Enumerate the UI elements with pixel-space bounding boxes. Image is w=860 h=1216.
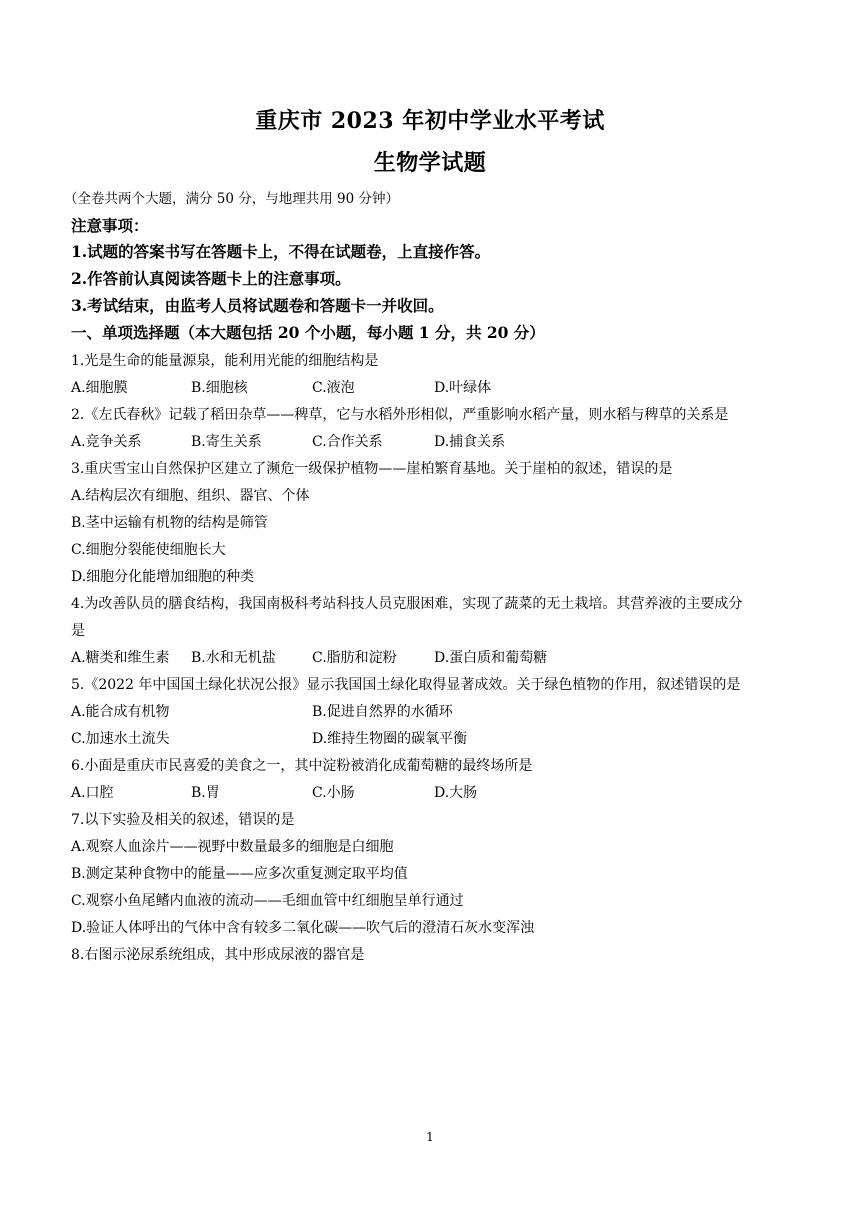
question-stem: 7.以下实验及相关的叙述，错误的是 bbox=[71, 812, 295, 828]
question-option: C.细胞分裂能使细胞长大 bbox=[71, 542, 226, 558]
exam-subtitle: 生物学试题 bbox=[373, 150, 487, 176]
question-stem: 3.重庆雪宝山自然保护区建立了濒危一级保护植物——崖柏繁育基地。关于崖柏的叙述，错误的是 bbox=[71, 461, 673, 477]
question-option: B.胃 bbox=[191, 785, 220, 801]
question-option: A.细胞膜 bbox=[71, 380, 128, 396]
notice-item: 2.作答前认真阅读答题卡上的注意事项。 bbox=[71, 269, 351, 288]
exam-note: （全卷共两个大题，满分 50 分，与地理共用 90 分钟） bbox=[64, 191, 400, 207]
question-option: D.维持生物圈的碳氧平衡 bbox=[312, 731, 468, 747]
notice-item: 1.试题的答案书写在答题卡上，不得在试题卷，上直接作答。 bbox=[71, 242, 491, 261]
question-option: D.大肠 bbox=[434, 785, 478, 801]
page-number: 1 bbox=[426, 1130, 434, 1144]
question-option: B.细胞核 bbox=[191, 380, 248, 396]
question-stem: 1.光是生命的能量源泉，能利用光能的细胞结构是 bbox=[71, 353, 379, 369]
question-option: C.观察小鱼尾鳍内血液的流动——毛细血管中红细胞呈单行通过 bbox=[71, 893, 464, 909]
question-option: B.寄生关系 bbox=[191, 434, 262, 450]
notices-heading: 注意事项： bbox=[71, 216, 149, 235]
question-option: B.水和无机盐 bbox=[191, 650, 276, 666]
question-option: A.糖类和维生素 bbox=[71, 650, 170, 666]
question-stem: 5.《2022 年中国国土绿化状况公报》显示我国国土绿化取得显著成效。关于绿色植物的作用，叙述错误的是 bbox=[71, 677, 741, 693]
question-option: D.验证人体呼出的气体中含有较多二氧化碳——吹气后的澄清石灰水变浑浊 bbox=[71, 920, 535, 936]
question-option: D.细胞分化能增加细胞的种类 bbox=[71, 569, 255, 585]
question-stem: 6.小面是重庆市民喜爱的美食之一，其中淀粉被消化成葡萄糖的最终场所是 bbox=[71, 758, 533, 774]
question-option: B.茎中运输有机物的结构是筛管 bbox=[71, 515, 268, 531]
question-option: A.口腔 bbox=[71, 785, 114, 801]
question-option: C.脂肪和淀粉 bbox=[312, 650, 397, 666]
question-option: C.小肠 bbox=[312, 785, 355, 801]
question-option: C.液泡 bbox=[312, 380, 355, 396]
question-option: A.观察人血涂片——视野中数量最多的细胞是白细胞 bbox=[71, 839, 394, 855]
question-stem: 2.《左氏春秋》记载了稻田杂草——稗草，它与水稻外形相似，严重影响水稻产量，则水稻与稗草的关系是 bbox=[71, 407, 729, 423]
question-option: D.捕食关系 bbox=[434, 434, 506, 450]
question-option: C.加速水土流失 bbox=[71, 731, 170, 747]
question-stem: 8.右图示泌尿系统组成，其中形成尿液的器官是 bbox=[71, 947, 365, 963]
question-option: D.叶绿体 bbox=[434, 380, 492, 396]
exam-title: 重庆市 2023 年初中学业水平考试 bbox=[255, 108, 605, 134]
question-option: A.能合成有机物 bbox=[71, 704, 170, 720]
question-option: D.蛋白质和葡萄糖 bbox=[434, 650, 548, 666]
question-option: C.合作关系 bbox=[312, 434, 383, 450]
question-option: A.竞争关系 bbox=[71, 434, 142, 450]
notice-item: 3.考试结束，由监考人员将试题卷和答题卡一并收回。 bbox=[71, 296, 444, 315]
question-option: A.结构层次有细胞、组织、器官、个体 bbox=[71, 488, 310, 504]
question-stem-continued: 是 bbox=[71, 623, 85, 639]
question-stem: 4.为改善队员的膳食结构，我国南极科考站科技人员克服困难，实现了蔬菜的无土栽培。其营养液的主要成分 bbox=[71, 596, 743, 612]
question-option: B.测定某种食物中的能量——应多次重复测定取平均值 bbox=[71, 866, 408, 882]
question-option: B.促进自然界的水循环 bbox=[312, 704, 453, 720]
section-heading: 一、单项选择题（本大题包括 20 个小题，每小题 1 分，共 20 分） bbox=[71, 323, 545, 342]
